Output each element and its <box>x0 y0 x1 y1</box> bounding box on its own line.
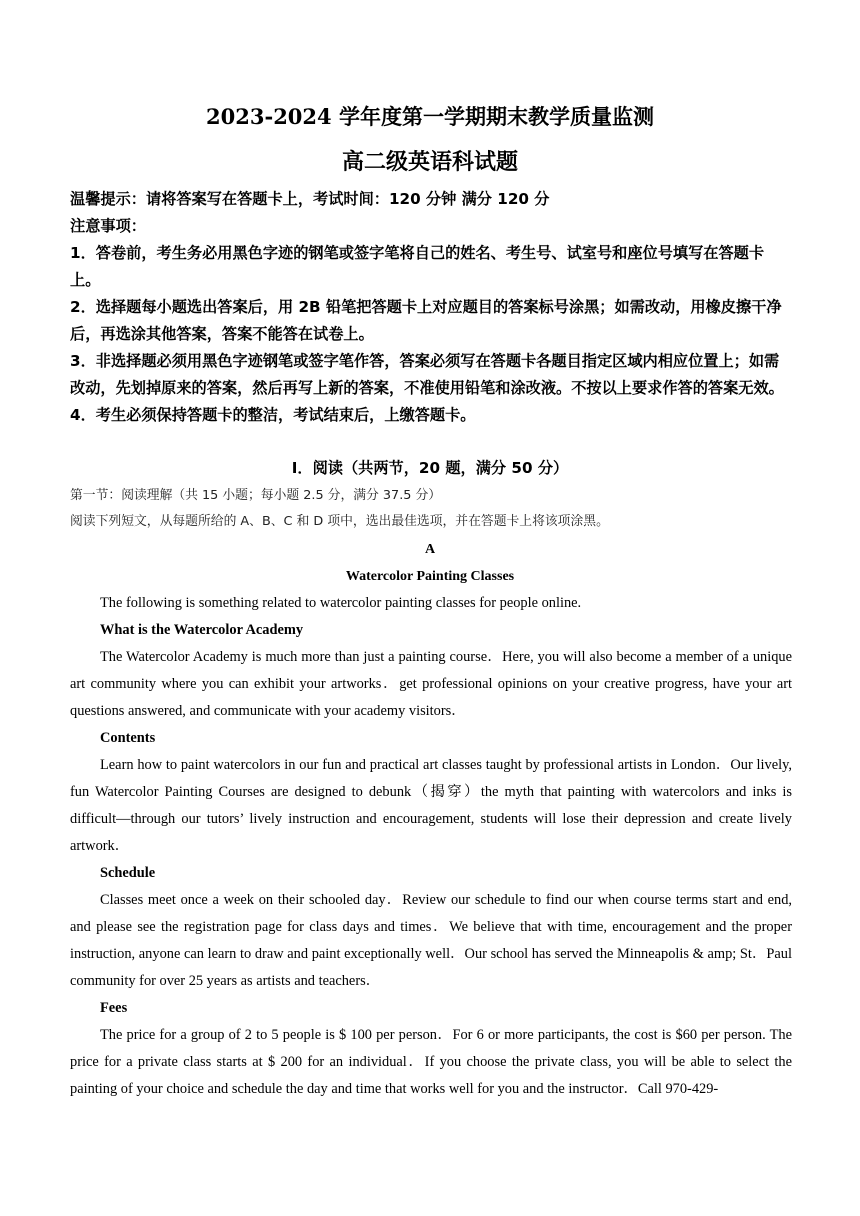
notice-item-4: 4．考生必须保持答题卡的整洁，考试结束后，上缴答题卡。 <box>70 406 476 424</box>
section-title: Ⅰ．阅读（共两节，20 题，满分 50 分） <box>291 459 569 477</box>
paragraph-fees: The price for a group of 2 to 5 people is $ 100 per person．For 6 or more participants, the cost is $60 per person. The price for a private class starts at $ 200 for an individual．If you choose the private class, you will be able to select the painting of your choice and schedule the day and time that works well for you and the instructor．Call 970-429- <box>70 1027 792 1097</box>
paragraph-contents: Learn how to paint watercolors in our fun and practical art classes taught by professional artists in London．Our lively, fun Watercolor Painting Courses are designed to debunk（揭穿）the myth that painting with watercolors and inks is difficult—through our tutors’ lively instruction and encouragement, students will lose their depression and create lively artwork． <box>70 757 792 854</box>
passage-letter: A <box>424 542 436 557</box>
section-part: 第一节：阅读理解（共 15 小题；每小题 2.5 分，满分 37.5 分） <box>70 488 442 503</box>
notice-block <box>70 186 794 429</box>
heading-contents: Contents <box>100 730 156 746</box>
paragraph-schedule: Classes meet once a week on their schooled day．Review our schedule to find our when course terms start and end, and please see the registration page for class days and times．We believe that with time, encouragement and the proper instruction, anyone can learn to draw and paint exceptionally well．Our school has served the Minneapolis & amp; St．Paul community for over 25 years as artists and teachers． <box>70 892 792 989</box>
passage-body <box>70 590 792 1103</box>
exam-title: 2023-2024 学年度第一学期期末教学质量监测 <box>206 104 654 129</box>
notice-item-1: 1．答卷前，考生务必用黑色字迹的钢笔或签字笔将自己的姓名、考生号、试室号和座位号填写在答题卡上。 <box>70 244 765 289</box>
notice-heading: 注意事项： <box>70 217 146 235</box>
heading-schedule: Schedule <box>100 865 156 881</box>
passage-title: Watercolor Painting Classes <box>345 569 515 584</box>
passage-intro: The following is something related to watercolor painting classes for people online. <box>100 595 582 611</box>
exam-subtitle: 高二级英语科试题 <box>341 149 518 175</box>
notice-item-3: 3．非选择题必须用黑色字迹钢笔或签字笔作答，答案必须写在答题卡各题目指定区域内相应位置上；如需改动，先划掉原来的答案，然后再写上新的答案，不准使用铅笔和涂改液。不按以上要求作答的答案无效。 <box>70 352 784 397</box>
paragraph-academy: The Watercolor Academy is much more than just a painting course．Here, you will also become a member of a unique art community where you can exhibit your artworks．get professional opinions on your creative progress, have your art questions answered, and communicate with your academy visitors． <box>70 649 792 719</box>
notice-item-2: 2．选择题每小题选出答案后，用 2B 铅笔把答题卡上对应题目的答案标号涂黑；如需改动，用橡皮擦干净后，再选涂其他答案，答案不能答在试卷上。 <box>70 298 782 343</box>
heading-fees: Fees <box>100 1000 128 1016</box>
heading-academy: What is the Watercolor Academy <box>100 622 304 638</box>
notice-tip: 温馨提示：请将答案写在答题卡上，考试时间：120 分钟 满分 120 分 <box>70 190 550 208</box>
section-instruction: 阅读下列短文，从每题所给的 A、B、C 和 D 项中，选出最佳选项，并在答题卡上将该项涂黑。 <box>70 514 609 529</box>
